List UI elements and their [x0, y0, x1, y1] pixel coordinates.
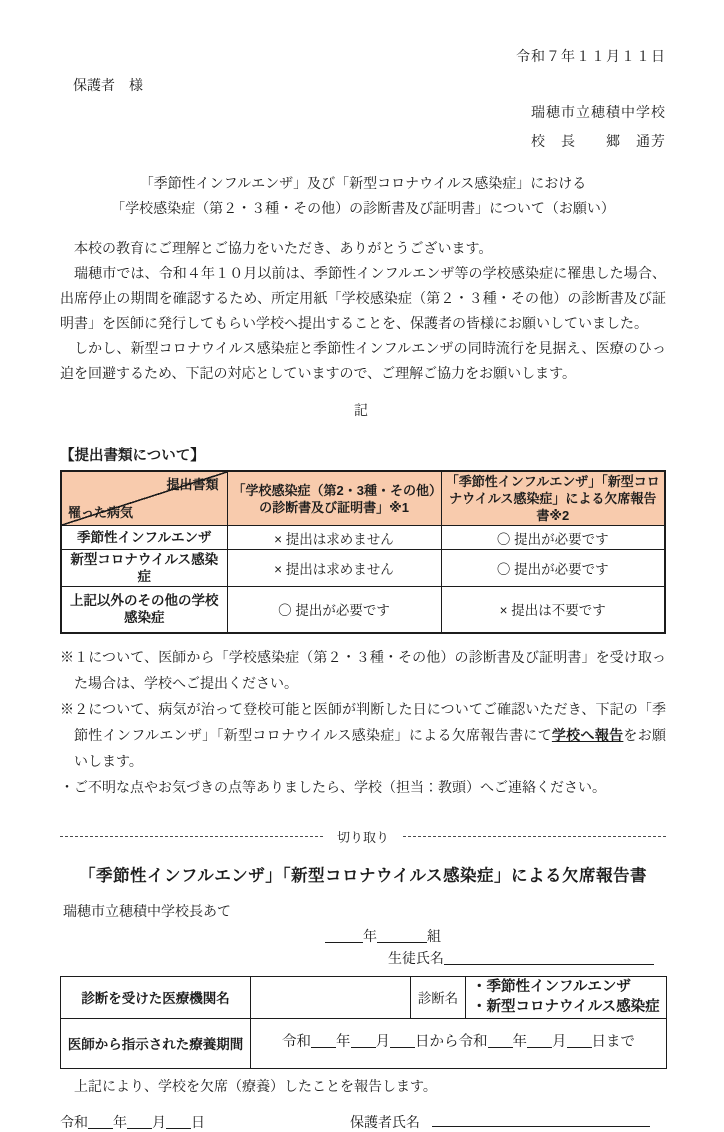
- disease-cell: 上記以外のその他の学校感染症: [61, 587, 227, 633]
- note-text: ※２について、病気が治って登校可能と医師が判断した日についてご確認いただき、下記の「季節性インフルエンザ」「新型コロナウイルス感染症」による欠席報告書にて: [60, 702, 666, 744]
- cut-line: [60, 827, 666, 846]
- form-row-medical: [61, 976, 667, 1018]
- corner-label-documents: 提出書類: [166, 477, 219, 492]
- report-cell: 〇 提出が必要です: [441, 526, 665, 550]
- form-row-period: [61, 1018, 667, 1068]
- cut-dash-left: [60, 836, 323, 837]
- subject-line-2: 「学校感染症（第２・３種・その他）の診断書及び証明書」について（お願い）: [111, 202, 615, 217]
- subject-title: [60, 172, 666, 222]
- year-blank: [488, 1033, 513, 1048]
- note-text: をお願いします。: [74, 729, 666, 770]
- student-name-label: 生徒氏名: [388, 951, 444, 967]
- submission-table-header-row: [61, 471, 665, 526]
- report-statement: 上記により、学校を欠席（療養）したことを報告します。: [74, 1079, 437, 1095]
- notes-block: [60, 646, 666, 802]
- medical-institution-label: 診断を受けた医療機関名: [61, 976, 251, 1018]
- report-date-line: [60, 1112, 205, 1132]
- era-label: 令和: [282, 1034, 311, 1050]
- medical-institution-field: [251, 976, 411, 1018]
- note-contact: [60, 775, 666, 802]
- diagnosis-options: [466, 976, 667, 1018]
- month-blank: [127, 1114, 152, 1129]
- subject-line-1: 「季節性インフルエンザ」及び「新型コロナウイルス感染症」における: [139, 177, 587, 192]
- table-row-covid: [61, 550, 665, 587]
- era-label: 令和: [60, 1115, 88, 1131]
- year-label: 年: [113, 1115, 127, 1131]
- note-text: ※１について、医師から「学校感染症（第２・３種・その他）の診断書及び証明書」を受け取った場合は、学校へご提出ください。: [60, 650, 666, 692]
- note-2: [60, 698, 666, 776]
- class-label: 組: [427, 929, 441, 945]
- diagnosis-option-influenza: ・季節性インフルエンザ: [472, 979, 631, 995]
- note-1: [60, 646, 666, 698]
- day-label: 日: [191, 1115, 205, 1131]
- issue-date: 令和７年１１月１１日: [516, 50, 666, 65]
- paragraph-greeting: 本校の教育にご理解とご協力をいただき、ありがとうございます。: [74, 242, 493, 257]
- guardian-name-field: [432, 1112, 650, 1127]
- table-row-other: [61, 587, 665, 633]
- header-report-column: 「季節性インフルエンザ」「新型コロナウイルス感染症」による欠席報告書※2: [441, 471, 665, 526]
- submission-section-heading: 【提出書類について】: [60, 448, 205, 464]
- disease-cell: 新型コロナウイルス感染症: [61, 550, 227, 587]
- day-to-era-label: 日から令和: [415, 1034, 488, 1050]
- day-blank: [567, 1033, 592, 1048]
- paragraph-request: しかし、新型コロナウイルス感染症と季節性インフルエンザの同時流行を見据え、医療のひっ迫を回避するため、下記の対応としていますので、ご理解ご協力をお願いします。: [60, 342, 666, 382]
- diagnosis-option-covid: ・新型コロナウイルス感染症: [472, 999, 660, 1015]
- month-blank: [527, 1033, 552, 1048]
- table-row-influenza: [61, 526, 665, 550]
- student-name-line: [388, 948, 666, 968]
- day-blank: [166, 1114, 191, 1129]
- principal-name: 校 長 郷 通芳: [531, 135, 666, 150]
- year-label: 年: [512, 1034, 527, 1050]
- cut-label: 切り取り: [337, 829, 390, 845]
- class-blank-field: [377, 928, 427, 943]
- report-form-table: [60, 976, 667, 1069]
- report-cell: 〇 提出が必要です: [441, 550, 665, 587]
- day-until-label: 日まで: [591, 1034, 635, 1050]
- certificate-cell: 〇 提出が必要です: [227, 587, 441, 633]
- school-name: 瑞穂市立穂積中学校: [531, 106, 666, 121]
- treatment-period-label: 医師から指示された療養期間: [61, 1018, 251, 1068]
- day-blank: [390, 1033, 415, 1048]
- treatment-period-field: [251, 1018, 667, 1068]
- addressee-line: 瑞穂市立穂積中学校長あて: [63, 904, 231, 920]
- report-footer-line: [60, 1112, 666, 1132]
- note-emphasis: 学校へ報告: [551, 727, 624, 743]
- table-corner-cell: [61, 471, 227, 526]
- year-blank: [311, 1033, 336, 1048]
- certificate-cell: × 提出は求めません: [227, 550, 441, 587]
- report-cell: × 提出は不要です: [441, 587, 665, 633]
- note-text: ・ご不明な点やお気づきの点等ありましたら、学校（担当：教頭）へご連絡ください。: [60, 781, 606, 796]
- recipient-line: 保護者 様: [73, 79, 143, 94]
- student-name-field: [444, 950, 654, 965]
- month-blank: [351, 1033, 376, 1048]
- diagnosis-label: 診断名: [411, 976, 466, 1018]
- grade-blank-field: [325, 928, 363, 943]
- year-blank: [88, 1114, 113, 1129]
- guardian-name-label: 保護者氏名: [350, 1115, 420, 1131]
- body-text: [60, 237, 666, 387]
- grade-class-line: [325, 926, 666, 946]
- disease-cell: 季節性インフルエンザ: [61, 526, 227, 550]
- month-label: 月: [552, 1034, 567, 1050]
- record-marker: 記: [354, 404, 372, 419]
- month-label: 月: [375, 1034, 390, 1050]
- header-certificate-column: 「学校感染症（第2・3種・その他）の診断書及び証明書」※1: [227, 471, 441, 526]
- year-label: 年: [336, 1034, 351, 1050]
- report-form-title: 「季節性インフルエンザ」「新型コロナウイルス感染症」による欠席報告書: [78, 866, 648, 885]
- month-label: 月: [152, 1115, 166, 1131]
- certificate-cell: × 提出は求めません: [227, 526, 441, 550]
- submission-table: [60, 470, 666, 634]
- corner-label-disease: 罹った病気: [68, 505, 134, 520]
- paragraph-background: 瑞穂市では、令和４年１０月以前は、季節性インフルエンザ等の学校感染症に罹患した場合、出席停止の期間を確認するため、所定用紙「学校感染症（第２・３種・その他）の診断書及び証明書」を医師に発行してもらい学校へ提出することを、保護者の皆様にお願いしていました。: [60, 267, 666, 332]
- year-label: 年: [363, 929, 377, 945]
- cut-dash-right: [403, 836, 666, 837]
